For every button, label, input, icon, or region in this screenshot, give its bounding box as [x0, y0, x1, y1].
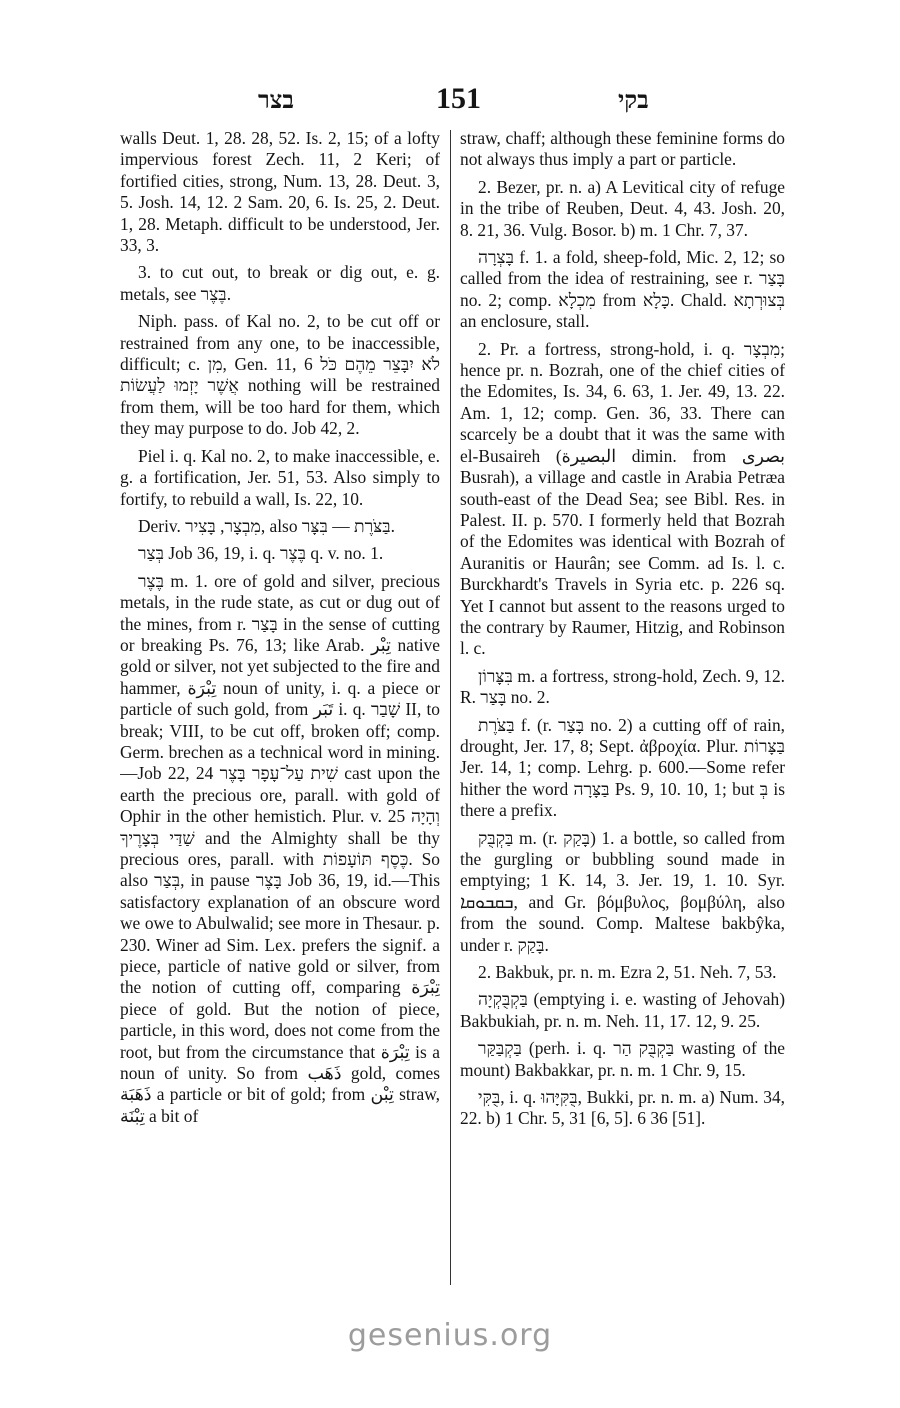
header-right-word: בקי — [618, 88, 649, 114]
entry-paragraph: בְּצַר Job 36, 19, i. q. בֶּצֶר q. v. no. 1. — [138, 543, 384, 564]
entry-paragraph: Niph. pass. of Kal no. 2, to be cut off or restrained from any one, to be inaccessible, difficult; c. מִן, Gen. 11, 6 לֹא יִבָּצֵר מֵהֶם כֹּל אֲשֶׁר יָזְמוּ לַעֲשׂוֹת nothing will be restrained from them, will be too hard for them, which they may purpose to do. Job 42, 2. — [120, 311, 440, 439]
column-divider — [450, 130, 451, 1285]
entry-paragraph: walls Deut. 1, 28. 28, 52. Is. 2, 15; of a lofty impervious forest Zech. 11, 2 Keri; of fortified cities, strong, Num. 13, 28. Deut. 3, 5. Josh. 14, 12. 2 Sam. 20, 6. Is. 25, 2. Deut. 1, 28. Metaph. difficult to be understood, Jer. 33, 3. — [120, 128, 440, 256]
page-number: 151 — [436, 82, 481, 115]
entry-paragraph: 2. Bakbuk, pr. n. m. Ezra 2, 51. Neh. 7, 53. — [478, 962, 777, 983]
left-column — [120, 128, 440, 1298]
entry-paragraph: straw, chaff; although these feminine forms do not always thus imply a part or particle. — [460, 128, 785, 170]
page-header — [118, 82, 788, 122]
header-left-word: בצר — [258, 88, 294, 114]
entry-paragraph: בַּקְבַּקַּר (perh. i. q. בַּקְבֻּק הַר wasting of the mount) Bakbakkar, pr. n. m. 1 Chr. 9, 15. — [460, 1038, 785, 1080]
entry-paragraph: Piel i. q. Kal no. 2, to make inaccessible, e. g. a fortification, Jer. 51, 53. Also simply to fortify, to rebuild a wall, Is. 22, 10. — [120, 445, 440, 509]
entry-paragraph: בֻּקִּי, i. q. בֻּקִּיָּהוּ, Bukki, pr. n. m. a) Num. 34, 22. b) 1 Chr. 5, 31 [6, 5]. 6 36 [51]. — [460, 1087, 785, 1129]
right-column — [460, 128, 785, 1298]
entry-paragraph: בַּקְבֻּק m. (r. בָּקַק) 1. a bottle, so called from the gurgling or bubbling sound made in emptying; 1 K. 14, 3. Jer. 19, 1. 10. Syr. ܒܩܒܘܩܐ, and Gr. βόμβυλος, βομβύλη, also from the sound. Comp. Maltese bakbŷka, under r. בָּקַק. — [460, 827, 785, 955]
entry-paragraph: בָּצְרָה f. 1. a fold, sheep-fold, Mic. 2, 12; so called from the idea of restraining, see r. בָּצַר no. 2; comp. מִכְלָא from כָּלָא. Chald. בְּצוּרְתָא an enclosure, stall. — [460, 247, 785, 332]
entry-paragraph: בַּצֹּרֶת f. (r. בָּצַר no. 2) a cutting off of rain, drought, Jer. 17, 8; Sept. ἀβροχία. Plur. בַּצָּרוֹת Jer. 14, 1; comp. Lehrg. p. 600.—Some refer hither the word בַּצָּרָה Ps. 9, 10. 10, 1; but בְּ is there a prefix. — [460, 714, 785, 821]
entry-paragraph: Deriv. מִבְצָר, בָּצִיר, also בַּצֹּרֶת — בִּצָּר. — [138, 515, 395, 536]
entry-paragraph: בַּקְבֻּקְיָה (emptying i. e. wasting of Jehovah) Bakbukiah, pr. n. m. Neh. 11, 17. 12, 9. 25. — [460, 989, 785, 1031]
site-watermark: gesenius.org — [347, 1318, 553, 1353]
entry-paragraph: 2. Pr. a fortress, strong-hold, i. q. מִבְצָר; hence pr. n. Bozrah, one of the chief cities of the Edomites, Is. 34, 6. 63, 1. Jer. 49, 13. 22. Am. 1, 12; comp. Gen. 36, 33. There can scarcely be a doubt that it was the same with el-Busaireh (البصيرة dimin. from بصرى Busrah), a village and castle in Arabia Petræa south-east of the Dead Sea; see Bibl. Res. in Palest. II. p. 570. I formerly held that Bozrah of the Edomites was identical with Bozrah of Auranitis or Haurân; see Comm. ad Is. l. c. Burckhardt's Travels in Syria etc. p. 226 sq. Yet I cannot but assent to the reasons urged to the contrary by Raumer, Hitzig, and Robinson l. c. — [460, 338, 785, 659]
entry-paragraph: 2. Bezer, pr. n. a) A Levitical city of refuge in the tribe of Reuben, Deut. 4, 43. Josh. 20, 8. 21, 36. Vulg. Bosor. b) m. 1 Chr. 7, 37. — [460, 176, 785, 240]
entry-paragraph: בִּצָּרוֹן m. a fortress, strong-hold, Zech. 9, 12. R. בָּצַר no. 2. — [460, 665, 785, 708]
entry-paragraph: 3. to cut out, to break or dig out, e. g. metals, see בֶּצֶר. — [120, 262, 440, 304]
entry-paragraph: בֶּצֶר m. 1. ore of gold and silver, precious metals, in the rude state, as cut or dug out of the mines, from r. בָּצַר in the sense of cutting or breaking Ps. 76, 13; like Arab. تِبْر native gold or silver, not yet subjected to the fire and hammer, تِبْرَة noun of unity, i. q. a piece or particle of such gold, from تَبَر i. q. שָׁבַר II, to break; VIII, to be cut off, broken off; comp. Germ. brechen as a technical word in mining.—Job 22, 24 שִׁית עַל־עָפָר בָּצֶר cast upon the earth the precious ore, parall. with gold of Ophir in the other hemistich. Plur. v. 25 וְהָיָה שַׁדַּי בְּצָרֶיךָ and the Almighty shall be thy precious ores, parall. with כֶּסֶף תּוֹעָפוֹת. So also בְּצַר, in pause בָּצֶר Job 36, 19, id.—This satisfactory explanation of an obscure word we owe to Abulwalid; see more in Thesaur. p. 230. Winer ad Sim. Lex. prefers the signif. a piece, particle of native gold or silver, from the notion of cutting off, comparing تِبْرَة piece of gold. But the notion of piece, particle, in this word, does not come from the root, but from the circumstance that تِبْرَة is a noun of unity. So from ذَهَب gold, comes ذَهَبَة a particle or bit of gold; from تِبْن straw, تِبْنَة a bit of — [120, 570, 440, 1126]
